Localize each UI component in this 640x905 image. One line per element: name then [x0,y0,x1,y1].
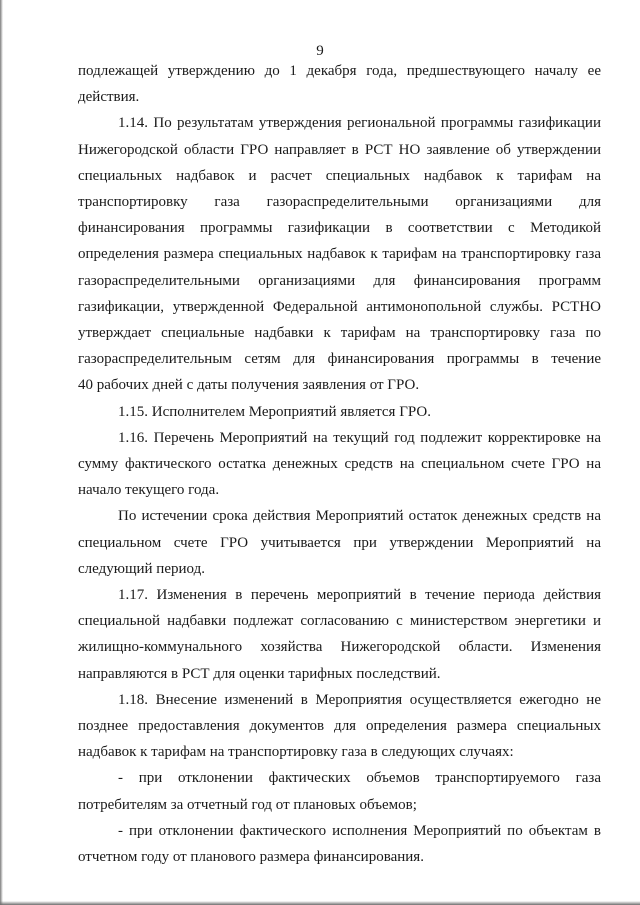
text-line: жилищно-коммунального хозяйства Нижегородской области. Изменения [78,639,601,656]
text-line: действия. [78,89,140,106]
list-item-financing-deviation-start: - при отклонении фактического исполнения Мероприятий по объектам в [118,822,601,839]
text-line: транспортировку газа газораспределительными организациями для [78,194,601,211]
text-line: газораспределительными организациями для финансирования программ [78,272,601,289]
paragraph-remaining-funds-start: По истечении срока действия Мероприятий остаток денежных средств на [118,508,601,525]
clause-1-16-start: 1.16. Перечень Мероприятий на текущий год подлежит корректировке на [118,429,601,446]
text-line: отчетном году от планового размера финансирования. [78,849,424,866]
text-line: позднее предоставления документов для определения размера специальных [78,718,601,735]
text-line: 40 рабочих дней с даты получения заявления от ГРО. [78,377,420,394]
text-line: начало текущего года. [78,482,220,499]
scan-edge-bottom [0,901,640,905]
text-line: специальном счете ГРО учитывается при утверждении Мероприятий на [78,534,601,551]
clause-1-17-start: 1.17. Изменения в перечень мероприятий в течение периода действия [118,587,601,604]
clause-1-18-start: 1.18. Внесение изменений в Мероприятия осуществляется ежегодно не [118,691,601,708]
text-line: специальной надбавки подлежат согласованию с министерством энергетики и [78,613,601,630]
scan-edge-left [0,0,3,905]
text-line: следующий период. [78,560,205,577]
text-line: газификации, утвержденной Федеральной антимонопольной службы. РСТНО [78,298,601,315]
text-line: определения размера специальных надбавок к тарифам на транспортировку газа [78,246,601,263]
document-body [78,58,601,870]
text-line: направляются в РСТ для оценки тарифных последствий. [78,665,441,682]
text-line: Нижегородской области ГРО направляет в РСТ НО заявление об утверждении [78,141,601,158]
text-line: специальных надбавок и расчет специальных надбавок к тарифам на [78,167,601,184]
text-line: надбавок к тарифам на транспортировку газа в следующих случаях: [78,744,514,761]
text-line: потребителям за отчетный год от плановых объемов; [78,796,417,813]
page-number: 9 [316,43,324,59]
text-line: утверждает специальные надбавки к тарифам на транспортировку газа по [78,325,601,342]
text-line: финансирования программы газификации в соответствии с Методикой [78,220,601,237]
clause-1-15: 1.15. Исполнителем Мероприятий является ГРО. [118,403,431,420]
text-line: подлежащей утверждению до 1 декабря года, предшествующего началу ее [78,63,601,79]
text-line: сумму фактического остатка денежных средств на специальном счете ГРО на [78,456,601,473]
clause-1-14-start: 1.14. По результатам утверждения региональной программы газификации [118,115,601,132]
text-line: газораспределительным сетям для финансирования программы в течение [78,351,601,368]
list-item-volume-deviation-start: - при отклонении фактических объемов транспортируемого газа [118,770,601,787]
